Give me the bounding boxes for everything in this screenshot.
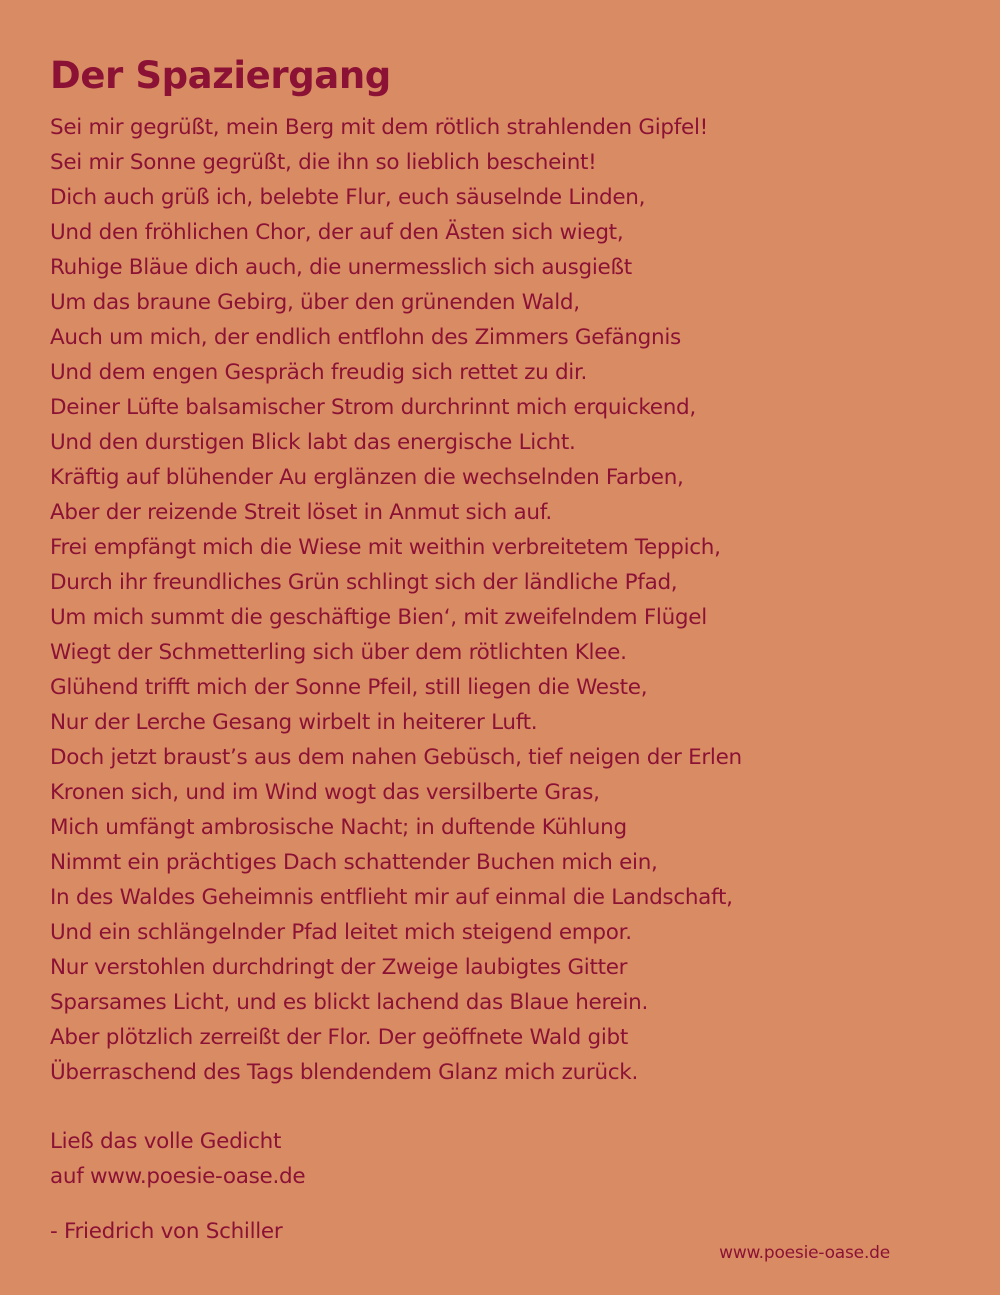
website-watermark: www.poesie-oase.de [719, 1243, 890, 1263]
poem-line: Überraschend des Tags blendendem Glanz mich zurück. [50, 1060, 638, 1085]
poem-line: Deiner Lüfte balsamischer Strom durchrinnt mich erquickend, [50, 395, 696, 420]
poem-line: Glühend trifft mich der Sonne Pfeil, still liegen die Weste, [50, 675, 648, 700]
poem-line: Auch um mich, der endlich entflohn des Zimmers Gefängnis [50, 325, 681, 350]
poem-line: In des Waldes Geheimnis entflieht mir auf einmal die Landschaft, [50, 885, 733, 910]
poem-line: Aber plötzlich zerreißt der Flor. Der geöffnete Wald gibt [50, 1025, 628, 1050]
poem-line: Und den durstigen Blick labt das energische Licht. [50, 430, 576, 455]
poem-line: Dich auch grüß ich, belebte Flur, euch säuselnde Linden, [50, 185, 646, 210]
poem-line: Und den fröhlichen Chor, der auf den Ästen sich wiegt, [50, 220, 624, 245]
poem-line: Sparsames Licht, und es blickt lachend das Blaue herein. [50, 990, 648, 1015]
poem-line: Frei empfängt mich die Wiese mit weithin verbreitetem Teppich, [50, 535, 721, 560]
poem-line: Wiegt der Schmetterling sich über dem rötlichten Klee. [50, 640, 627, 665]
poem-line: Durch ihr freundliches Grün schlingt sich der ländliche Pfad, [50, 570, 678, 595]
poem-line: Doch jetzt braust’s aus dem nahen Gebüsch, tief neigen der Erlen [50, 745, 742, 770]
promo-text [50, 1124, 305, 1194]
poem-line: Aber der reizende Streit löset in Anmut sich auf. [50, 500, 552, 525]
poem-line: Mich umfängt ambrosische Nacht; in duftende Kühlung [50, 815, 627, 840]
poem-line: Kräftig auf blühender Au erglänzen die wechselnden Farben, [50, 465, 684, 490]
poem-line: Und ein schlängelnder Pfad leitet mich steigend empor. [50, 920, 632, 945]
poem-line: Sei mir gegrüßt, mein Berg mit dem rötlich strahlenden Gipfel! [50, 115, 708, 140]
promo-line: Ließ das volle Gedicht [50, 1129, 282, 1154]
poem-line: Um mich summt die geschäftige Bien‘, mit zweifelndem Flügel [50, 605, 707, 630]
poem-line: Sei mir Sonne gegrüßt, die ihn so lieblich bescheint! [50, 150, 597, 175]
poem-title: Der Spaziergang [50, 54, 391, 97]
poem-line: Um das braune Gebirg, über den grünenden Wald, [50, 290, 580, 315]
poem-body [50, 110, 950, 1090]
poem-line: Ruhige Bläue dich auch, die unermesslich sich ausgießt [50, 255, 632, 280]
poem-line: Und dem engen Gespräch freudig sich rettet zu dir. [50, 360, 588, 385]
promo-line: auf www.poesie-oase.de [50, 1164, 306, 1189]
poem-line: Nur verstohlen durchdringt der Zweige laubigtes Gitter [50, 955, 628, 980]
poem-author: - Friedrich von Schiller [50, 1219, 283, 1244]
poem-line: Kronen sich, und im Wind wogt das versilberte Gras, [50, 780, 600, 805]
poem-line: Nimmt ein prächtiges Dach schattender Buchen mich ein, [50, 850, 658, 875]
poem-line: Nur der Lerche Gesang wirbelt in heiterer Luft. [50, 710, 538, 735]
